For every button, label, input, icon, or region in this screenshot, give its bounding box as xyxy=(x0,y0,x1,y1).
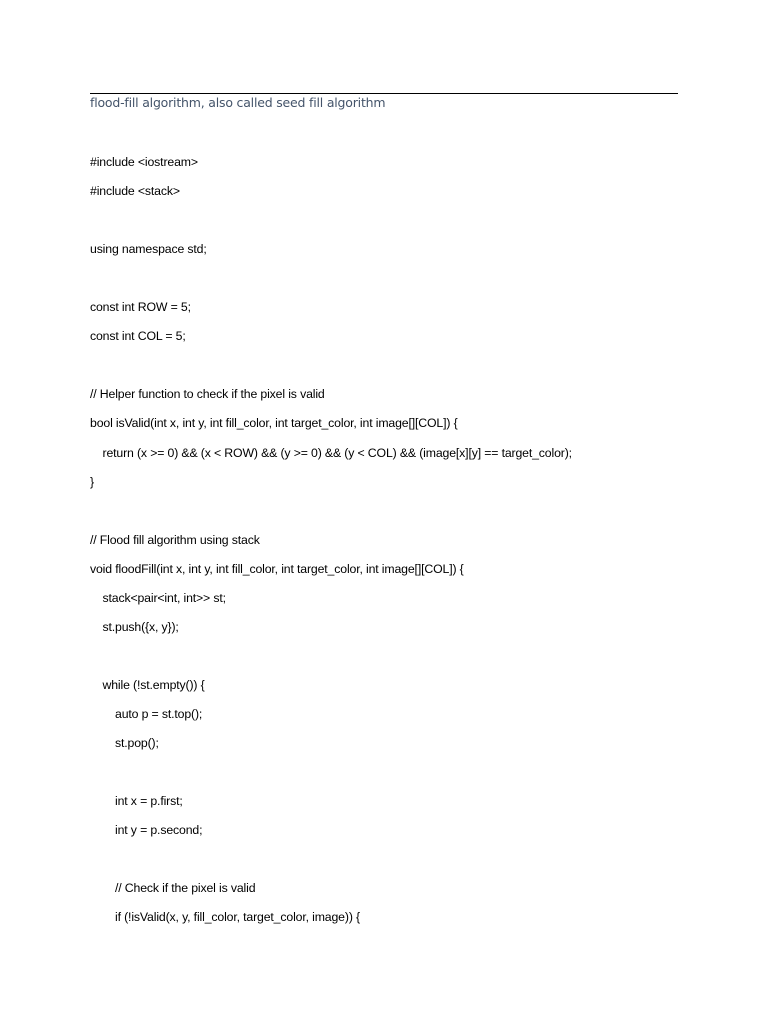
code-line: const int ROW = 5; xyxy=(90,300,191,315)
code-line: st.pop(); xyxy=(115,736,159,750)
code-line: // Check if the pixel is valid xyxy=(115,881,256,896)
code-line: // Helper function to check if the pixel is valid xyxy=(90,387,325,402)
code-line: int y = p.second; xyxy=(115,823,203,838)
code-line: } xyxy=(90,474,94,489)
code-line: // Flood fill algorithm using stack xyxy=(90,532,260,547)
code-line: if (!isValid(x, y, fill_color, target_color, image)) { xyxy=(115,910,360,925)
code-line: int x = p.first; xyxy=(115,794,183,809)
code-line: using namespace std; xyxy=(90,242,207,257)
code-line: bool isValid(int x, int y, int fill_color, int target_color, int image[][COL]) { xyxy=(90,416,458,431)
code-line: auto p = st.top(); xyxy=(115,706,203,721)
code-line: #include <iostream> xyxy=(90,155,198,169)
code-line: while (!st.empty()) { xyxy=(102,677,205,692)
document-title: flood-fill algorithm, also called seed fill algorithm xyxy=(90,95,386,110)
code-line: void floodFill(int x, int y, int fill_color, int target_color, int image[][COL]) { xyxy=(90,561,464,576)
code-line: return (x >= 0) && (x < ROW) && (y >= 0) && (y < COL) && (image[x][y] == target_color); xyxy=(102,445,572,460)
code-line: st.push({x, y}); xyxy=(102,619,179,634)
code-line: stack<pair<int, int>> st; xyxy=(102,590,226,605)
code-line: #include <stack> xyxy=(90,184,180,199)
code-line: const int COL = 5; xyxy=(90,329,186,344)
